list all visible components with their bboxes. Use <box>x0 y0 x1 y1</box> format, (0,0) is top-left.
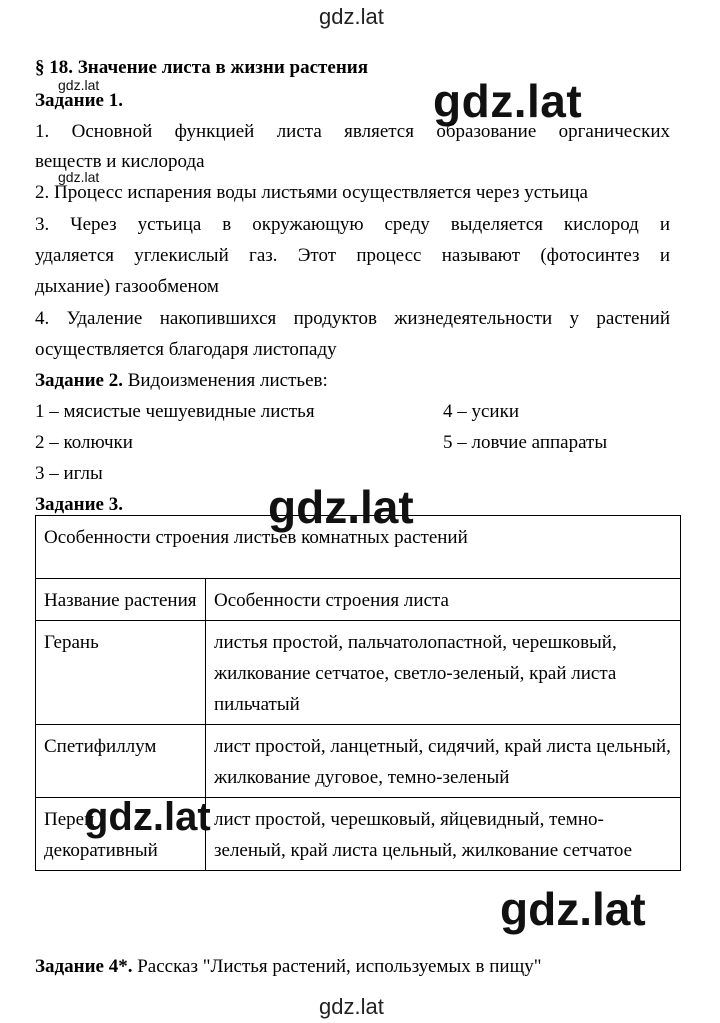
table-row <box>36 725 681 798</box>
row-name: Перец декоративный <box>36 798 206 871</box>
task4-line <box>35 956 541 978</box>
task1-item4-line1: 4. Удаление накопившихся продуктов жизнедеятельности у растений <box>35 308 670 329</box>
table-header-row <box>36 579 681 621</box>
section-title: § 18. Значение листа в жизни растения <box>35 57 369 78</box>
watermark-large-2: gdz.lat <box>268 481 414 533</box>
watermark-large-1: gdz.lat <box>433 75 583 127</box>
row-features: листья простой, пальчатолопастной, черешковый, жилкование сетчатое, светло-зеленый, край листа пильчатый <box>206 621 681 725</box>
table-title: Особенности строения листьев комнатных растений <box>36 516 681 579</box>
watermark-large-3: gdz.lat <box>84 795 211 839</box>
watermark-tiny-2: gdz.lat <box>58 169 100 185</box>
task2-item-4: 4 – усики <box>443 401 519 422</box>
task1-item1-line1: 1. Основной функцией листа является образование органических <box>35 121 670 142</box>
row-name: Герань <box>36 621 206 725</box>
row-features: лист простой, черешковый, яйцевидный, темно-зеленый, край листа цельный, жилкование сетчатое <box>206 798 681 871</box>
task2-heading <box>35 370 328 392</box>
col-header-features: Особенности строения листа <box>206 579 681 621</box>
watermark-tiny-1: gdz.lat <box>58 77 100 93</box>
watermark-large-4: gdz.lat <box>500 883 646 935</box>
task2-item-3: 3 – иглы <box>35 463 103 484</box>
task2-item-2: 2 – колючки <box>35 432 133 453</box>
row-name: Спетифиллум <box>36 725 206 798</box>
task2-item-1: 1 – мясистые чешуевидные листья <box>35 401 315 422</box>
task1-item3-line3: дыхание) газообменом <box>35 276 219 297</box>
task3-label: Задание 3. <box>35 494 123 515</box>
table-row <box>36 621 681 725</box>
task1-item2: 2. Процесс испарения воды листьями осуществляется через устьица <box>35 182 588 203</box>
watermark-top: gdz.lat <box>319 4 384 29</box>
task2-text: Видоизменения листьев: <box>122 370 328 391</box>
col-header-name: Название растения <box>36 579 206 621</box>
row-features: лист простой, ланцетный, сидячий, край листа цельный, жилкование дуговое, темно-зеленый <box>206 725 681 798</box>
task2-item-5: 5 – ловчие аппараты <box>443 432 608 453</box>
task1-label: Задание 1. <box>35 90 123 111</box>
task4-label: Задание 4*. <box>35 956 133 977</box>
watermark-bottom: gdz.lat <box>319 994 384 1019</box>
task1-item3-line1: 3. Через устьица в окружающую среду выделяется кислород и <box>35 214 670 235</box>
task1-item3-line2: удаляется углекислый газ. Этот процесс называют (фотосинтез и <box>35 245 670 266</box>
task4-text: Рассказ "Листья растений, используемых в пищу" <box>132 956 542 977</box>
task1-item4-line2: осуществляется благодаря листопаду <box>35 339 337 360</box>
task1-item1-line2: веществ и кислорода <box>35 151 205 172</box>
task2-label: Задание 2. <box>35 370 123 391</box>
